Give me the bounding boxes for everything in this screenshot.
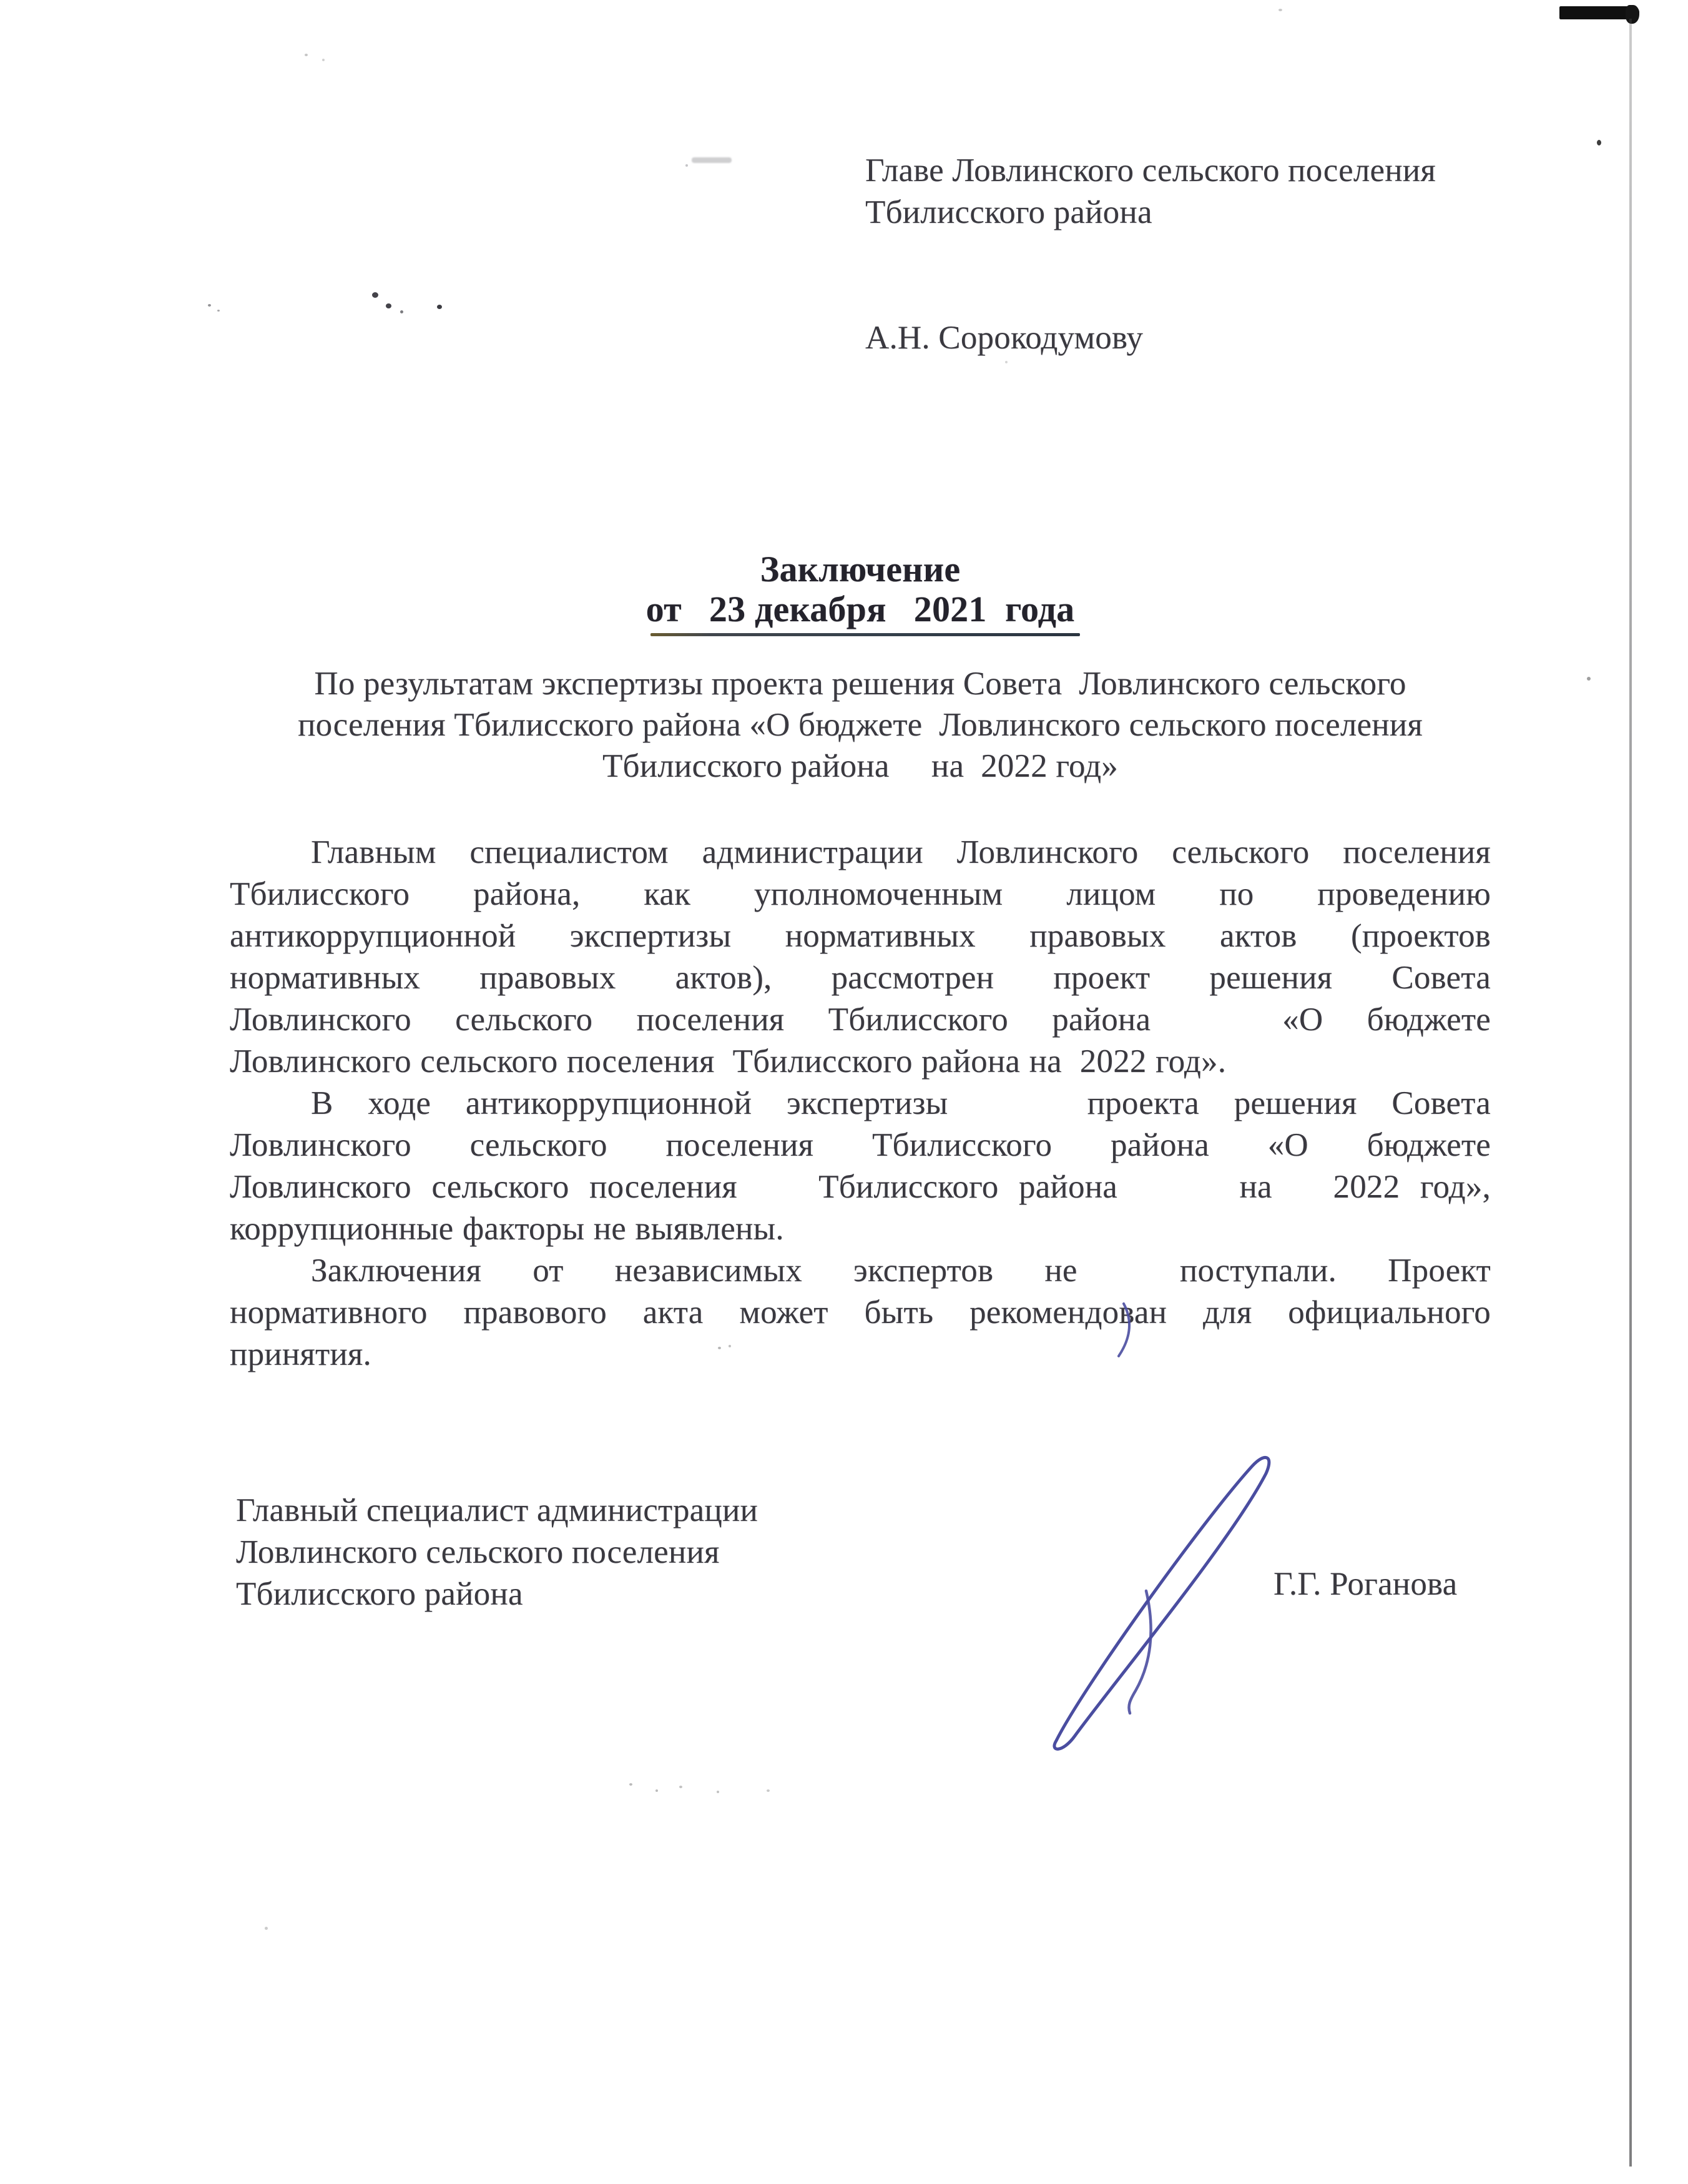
scan-speck: [372, 292, 378, 298]
body-line: Ловлинского сельского поселения Тбилисского района «О бюджете: [230, 1001, 1491, 1038]
signature-title-line: Тбилисского района: [236, 1576, 523, 1612]
addressee-line: Главе Ловлинского сельского поселения: [865, 152, 1436, 189]
scan-speck: [717, 1791, 719, 1793]
subject-line: поселения Тбилисского района «О бюджете Ловлинского сельского поселения: [298, 707, 1423, 743]
body-line: Тбилисского района, как уполномоченным лицом по проведению: [230, 876, 1491, 912]
scan-speck: [1278, 9, 1282, 11]
body-line: Заключения от независимых экспертов не поступали. Проект: [311, 1252, 1491, 1289]
paragraph-3: [230, 1250, 1491, 1375]
date-underline: [650, 633, 1080, 636]
scan-speck: [400, 310, 403, 313]
signature-title-line: Ловлинского сельского поселения: [236, 1534, 720, 1570]
addressee-name: А.Н. Сорокодумову: [865, 320, 1144, 356]
scan-speck: [679, 1786, 682, 1788]
body-line: нормативных правовых актов), рассмотрен проект решения Совета: [230, 960, 1491, 996]
paragraph-1: [230, 832, 1491, 1083]
addressee-line: Тбилисского района: [865, 194, 1152, 230]
scan-speck: [265, 1927, 268, 1930]
body-line: принятия.: [230, 1336, 371, 1372]
body-line: Ловлинского сельского поселения Тбилисского района «О бюджете: [230, 1127, 1491, 1163]
scan-edge-line-artifact: [1629, 19, 1632, 2167]
body-text: [230, 832, 1491, 1375]
scan-speck: [386, 303, 391, 308]
scan-speck: [685, 164, 688, 167]
body-line: Ловлинского сельского поселения Тбилисского района на 2022 год».: [230, 1043, 1227, 1080]
subject-paragraph: [230, 663, 1491, 787]
scan-speck: [718, 1347, 721, 1349]
scan-speck: [1597, 140, 1601, 145]
scan-speck: [1005, 361, 1008, 363]
document-title: Заключение: [760, 549, 961, 589]
scan-speck: [208, 304, 211, 307]
document-date: от 23 декабря 2021 года: [645, 589, 1075, 629]
body-line: коррупционные факторы не выявлены.: [230, 1211, 784, 1247]
scan-speck: [729, 1345, 731, 1347]
body-line: В ходе антикоррупционной экспертизы проекта решения Совета: [311, 1085, 1491, 1121]
scan-corner-blob-artifact: [1626, 5, 1639, 24]
addressee-block: [865, 150, 1583, 359]
body-line: нормативного правового акта может быть рекомендован для официального: [230, 1294, 1491, 1331]
signature-title-block: [236, 1490, 1048, 1615]
scan-speck: [629, 1783, 632, 1786]
subject-line: Тбилисского района на 2022 год»: [602, 748, 1118, 784]
scan-speck: [767, 1789, 770, 1792]
subject-line: По результатам экспертизы проекта решения Совета Ловлинского сельского: [314, 666, 1406, 702]
body-line: антикоррупционной экспертизы нормативных правовых актов (проектов: [230, 918, 1491, 954]
body-line: Главным специалистом администрации Ловлинского сельского поселения: [311, 834, 1491, 870]
paragraph-2: [230, 1083, 1491, 1250]
scan-speck: [217, 310, 220, 312]
scan-speck: [322, 59, 325, 61]
body-line: Ловлинского сельского поселения Тбилисского района на 2022 год»,: [230, 1169, 1491, 1205]
scan-speck: [1587, 677, 1591, 681]
signature-title-line: Главный специалист администрации: [236, 1492, 758, 1528]
scan-speck: [655, 1789, 658, 1792]
signer-name: Г.Г. Роганова: [1273, 1566, 1458, 1602]
scan-speck: [437, 305, 442, 309]
title-block: [230, 548, 1491, 590]
scan-smudge: [692, 157, 732, 163]
scan-speck: [305, 54, 308, 56]
signature-stroke: [1054, 1457, 1269, 1749]
